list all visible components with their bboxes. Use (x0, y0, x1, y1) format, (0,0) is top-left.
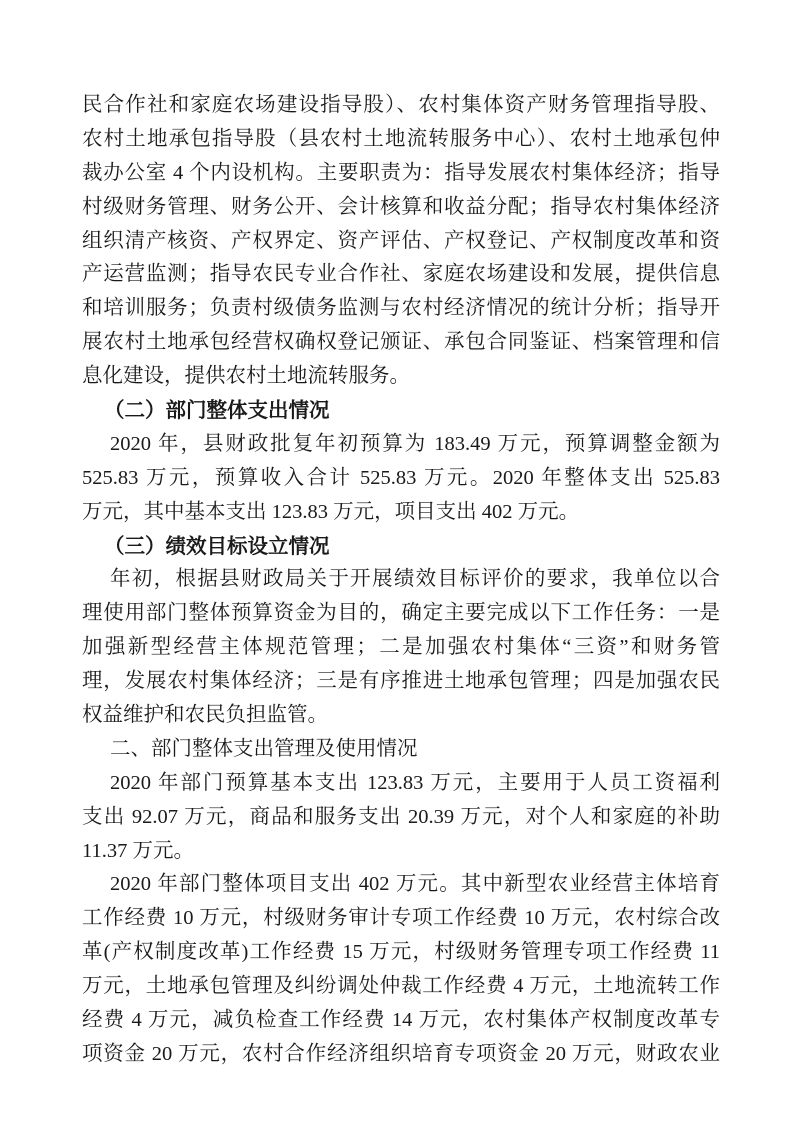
text-line: 经费 4 万元，减负检查工作经费 14 万元，农村集体产权制度改革专 (82, 1009, 720, 1032)
text-line: 万元，土地承包管理及纠纷调处仲裁工作经费 4 万元，土地流转工作 (82, 975, 720, 998)
text-line: 展农村土地承包经营权确权登记颁证、承包合同鉴证、档案管理和信 (82, 331, 720, 354)
text-line: 加强新型经营主体规范管理；二是加强农村集体“三资”和财务管 (82, 636, 720, 659)
text-line: 2020 年部门整体项目支出 402 万元。其中新型农业经营主体培育 (110, 873, 720, 896)
text-line: 万元，其中基本支出 123.83 万元，项目支出 402 万元。 (82, 500, 580, 523)
text-line: 权益维护和农民负担监管。 (82, 704, 328, 727)
text-line: 民合作社和家庭农场建设指导股）、农村集体资产财务管理指导股、 (82, 94, 720, 116)
section-heading: （二）部门整体支出情况 (104, 398, 330, 423)
text-line: 农村土地承包指导股（县农村土地流转服务中心）、农村土地承包仲 (82, 127, 720, 150)
text-line: 理使用部门整体预算资金为目的，确定主要完成以下工作任务：一是 (82, 602, 720, 625)
text-line: 2020 年，县财政批复年初预算为 183.49 万元，预算调整金额为 (110, 432, 720, 455)
text-line: 息化建设，提供农村土地流转服务。 (82, 365, 410, 388)
text-line: 革(产权制度改革)工作经费 15 万元，村级财务管理专项工作经费 11 (82, 941, 720, 964)
text-line: 2020 年部门预算基本支出 123.83 万元，主要用于人员工资福利 (110, 771, 720, 794)
text-line: 工作经费 10 万元，村级财务审计专项工作经费 10 万元，农村综合改 (82, 907, 720, 930)
text-line: 525.83 万元，预算收入合计 525.83 万元。2020 年整体支出 525.83 (82, 466, 720, 489)
text-line: 支出 92.07 万元，商品和服务支出 20.39 万元，对个人和家庭的补助 (82, 805, 720, 828)
text-line: 村级财务管理、财务公开、会计核算和收益分配；指导农村集体经济 (82, 195, 720, 218)
text-line: 裁办公室 4 个内设机构。主要职责为：指导发展农村集体经济；指导 (82, 161, 720, 184)
document-page (82, 89, 720, 1072)
text-line: 产运营监测；指导农民专业合作社、家庭农场建设和发展，提供信息 (82, 263, 720, 286)
text-line: 年初，根据县财政局关于开展绩效目标评价的要求，我单位以合 (110, 568, 720, 591)
text-line: 组织清产核资、产权界定、资产评估、产权登记、产权制度改革和资 (82, 229, 720, 252)
section-heading: 二、部门整体支出管理及使用情况 (110, 737, 418, 760)
text-line: 理，发展农村集体经济；三是有序推进土地承包管理；四是加强农民 (82, 670, 720, 693)
text-line: 和培训服务；负责村级债务监测与农村经济情况的统计分析；指导开 (82, 297, 720, 320)
section-heading: （三）绩效目标设立情况 (104, 533, 330, 558)
text-line: 11.37 万元。 (82, 839, 194, 862)
text-line: 项资金 20 万元，农村合作经济组织培育专项资金 20 万元，财政农业 (82, 1042, 720, 1065)
